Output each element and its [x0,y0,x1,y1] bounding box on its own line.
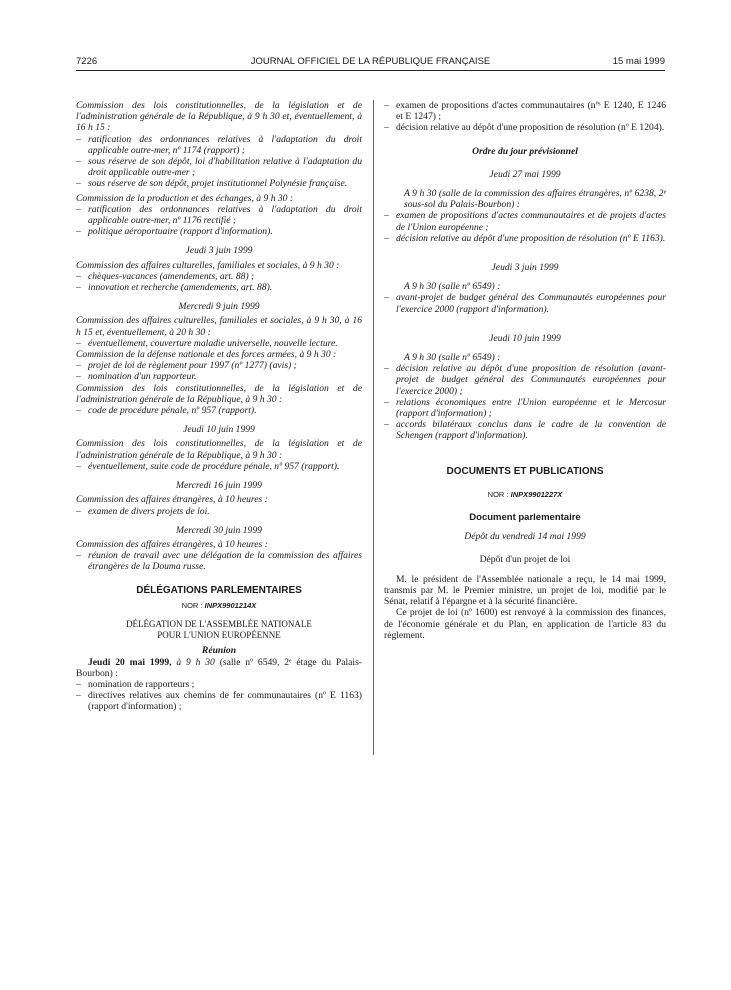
meeting-date: Jeudi 3 juin 1999 [185,245,253,257]
meeting-date: Jeudi 3 juin 1999 [491,262,559,274]
agenda-item: – décision relative au dépôt d'une proposition de résolution (nº E 1163). [384,233,666,244]
body-paragraph: Ce projet de loi (nº 1600) est renvoyé à la commission des finances, de l'économie générale et du Plan, en application de l'article 83 du règlement. [384,607,666,641]
agenda-item: – innovation et recherche (amendements, art. 88). [76,282,362,293]
agenda-item: – sous réserve de son dépôt, projet institutionnel Polynésie française. [76,178,362,189]
nor-reference: NOR : INPX9901227X [487,489,563,499]
body-paragraph: M. le président de l'Assemblée nationale a reçu, le 14 mai 1999, transmis par M. le Premier ministre, un projet de loi, modifié par le Sénat, relatif à l'épargne et à la sécurité financière. [384,573,666,608]
session-title: A 9 h 30 (salle nº 6549) : [404,281,501,293]
commission-title: Commission des affaires culturelles, familiales et sociales, à 9 h 30 : [76,259,340,271]
section-heading: DÉLÉGATIONS PARLEMENTAIRES [136,584,302,596]
session-title: A 9 h 30 (salle nº 6549) : [404,352,501,364]
agenda-item: – directives relatives aux chemins de fer communautaires (nº E 1163) (rapport d'information) ; [76,690,362,712]
page-header [76,56,665,71]
issue-date: 15 mai 1999 [612,56,665,67]
subsection-heading: Réunion [201,645,237,657]
delegation-name: DÉLÉGATION DE L'ASSEMBLÉE NATIONALE [126,618,312,629]
right-column [384,100,666,641]
agenda-item: – décision relative au dépôt d'une proposition de résolution (nº E 1204). [384,122,666,133]
agenda-item: – éventuellement, suite code de procédure pénale, nº 957 (rapport). [76,461,362,472]
agenda-item: – politique aéroportuaire (rapport d'information). [76,226,362,237]
journal-title: JOURNAL OFFICIEL DE LA RÉPUBLIQUE FRANÇAISE [250,56,491,67]
meeting-date: Jeudi 10 juin 1999 [489,332,561,344]
page-number: 7226 [76,56,98,67]
section-heading: DOCUMENTS ET PUBLICATIONS [446,465,604,477]
meeting-date: Mercredi 16 juin 1999 [176,480,262,492]
commission-title: Commission des lois constitutionnelles, de la législation et de l'administration générale de la République, à 9 h 30 : [76,438,362,461]
column-divider [373,100,374,755]
meeting-line: Jeudi 20 mai 1999, à 9 h 30 (salle nº 6549, 2ᵉ étage du Palais-Bourbon) : [76,656,362,679]
agenda-item: – ratification des ordonnances relatives à l'adaptation du droit applicable outre-mer, nº 1174 (rapport) ; [76,134,362,156]
meeting-date: Mercredi 9 juin 1999 [178,301,260,313]
agenda-item: – avant-projet de budget général des Communautés européennes pour l'exercice 2000 (rapport d'information). [384,292,666,314]
agenda-item: – réunion de travail avec une délégation de la commission des affaires étrangères de la Douma russe. [76,550,362,572]
agenda-item: – chèques-vacances (amendements, art. 88) ; [76,271,362,282]
agenda-item: – projet de loi de règlement pour 1997 (nº 1277) (avis) ; [76,360,362,371]
agenda-item: – éventuellement, couverture maladie universelle, nouvelle lecture. [76,338,362,349]
commission-title: Commission de la production et des échanges, à 9 h 30 : [76,192,294,204]
session-title: A 9 h 30 (salle de la commission des affaires étrangères, nº 6238, 2ᵉ sous-sol du Palais-Bourbon) : [404,188,666,211]
agenda-item: – ratification des ordonnances relatives à l'adaptation du droit applicable outre-mer, nº 1176 rectifié ; [76,204,362,226]
commission-title: Commission des lois constitutionnelles, de la législation et de l'administration générale de la République, à 9 h 30 et, éventuellement, à 16 h 15 : [76,100,362,134]
meeting-date: Mercredi 30 juin 1999 [176,524,262,536]
delegation-name: POUR L'UNION EUROPÉENNE [157,630,281,641]
commission-title: Commission des affaires étrangères, à 10 heures : [76,538,268,550]
agenda-item: – examen de propositions d'actes communautaires (nºˢ E 1240, E 1246 et E 1247) ; [384,100,666,122]
nor-reference: NOR : INPX9901214X [181,600,257,610]
left-column [76,100,362,713]
depot-date: Dépôt du vendredi 14 mai 1999 [464,531,586,543]
agenda-item: – accords bilatéraux conclus dans le cadre de la convention de Schengen (rapport d'information). [384,419,666,441]
agenda-item: – sous réserve de son dépôt, loi d'habilitation relative à l'adaptation du droit applicable outre-mer ; [76,156,362,178]
agenda-item: – nomination d'un rapporteur. [76,371,362,382]
agenda-item: – nomination de rapporteurs ; [76,679,362,690]
agenda-item: – examen de divers projets de loi. [76,506,362,517]
commission-title: Commission des affaires étrangères, à 10 heures : [76,494,268,506]
commission-title: Commission des lois constitutionnelles, de la législation et de l'administration générale de la République, à 9 h 30 : [76,382,362,405]
commission-title: Commission des affaires culturelles, familiales et sociales, à 9 h 30, à 16 h 15 et, éventuellement, à 20 h 30 : [76,315,362,338]
depot-title: Dépôt d'un projet de loi [479,554,571,566]
subsection-heading: Document parlementaire [469,512,581,524]
meeting-date: Jeudi 10 juin 1999 [183,424,255,436]
meeting-date: Jeudi 27 mai 1999 [489,168,561,180]
subsection-heading: Ordre du jour prévisionnel [472,145,578,157]
agenda-item: – décision relative au dépôt d'une proposition de résolution (avant-projet de budget général des Communautés européennes pour l'exercice 2000) ; [384,363,666,397]
agenda-item: – examen de propositions d'actes communautaires et de projets d'actes de l'Union européenne ; [384,210,666,232]
agenda-item: – code de procédure pénale, nº 957 (rapport). [76,405,362,416]
commission-title: Commission de la défense nationale et des forces armées, à 9 h 30 : [76,349,337,361]
agenda-item: – relations économiques entre l'Union européenne et le Mercosur (rapport d'information) ; [384,397,666,419]
